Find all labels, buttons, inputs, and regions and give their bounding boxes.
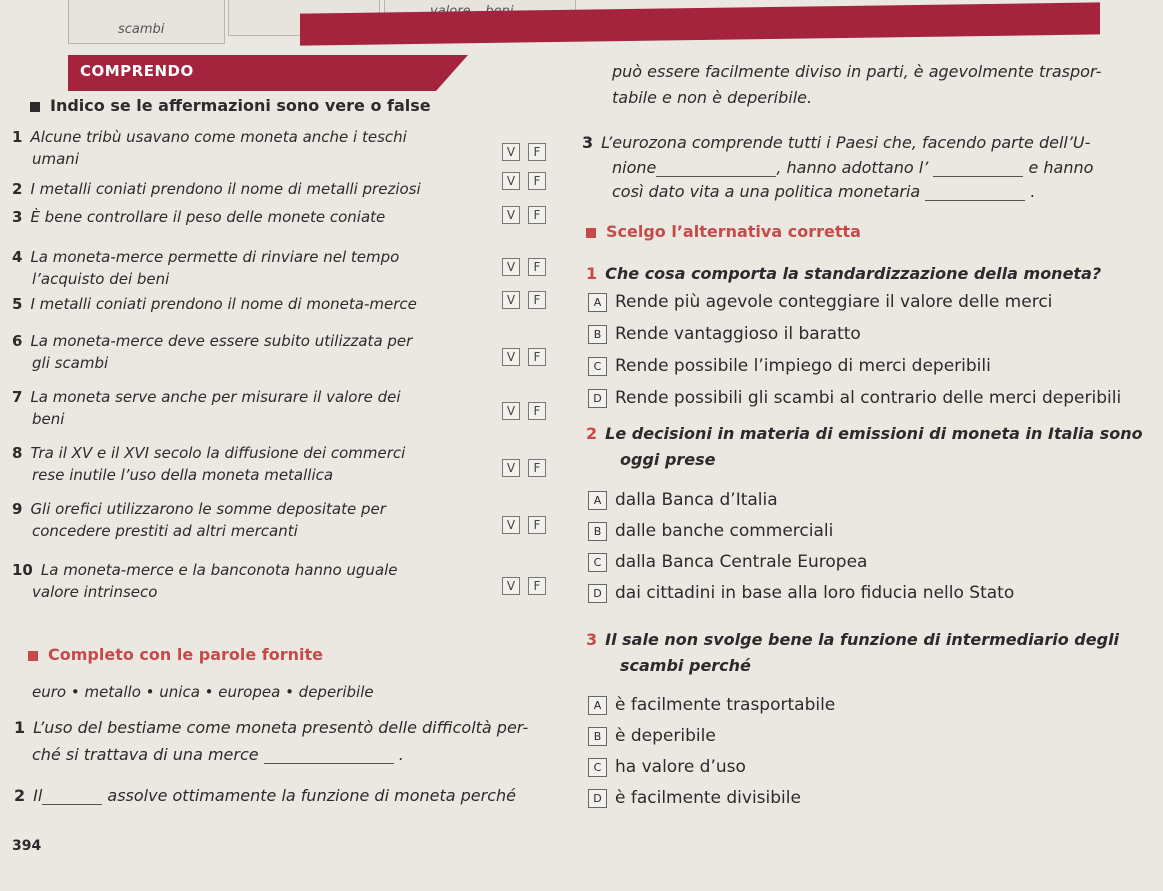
- option-text: è facilmente divisibile: [615, 788, 801, 808]
- true-false-checkboxes: [502, 206, 546, 224]
- word-bank: euro • metallo • unica • europea • deperibile: [32, 683, 374, 701]
- choice-option-2-d[interactable]: [588, 583, 1014, 603]
- table-cell-scambi: scambi: [118, 22, 165, 37]
- option-text: Rende vantaggioso il baratto: [615, 324, 861, 344]
- choice-question-2-line2: oggi prese: [620, 450, 716, 469]
- true-checkbox[interactable]: V: [502, 402, 520, 420]
- vf-item-7-line1: 7 La moneta serve anche per misurare il valore dei: [12, 388, 401, 406]
- vf-item-1-line2: umani: [32, 150, 79, 168]
- option-text: ha valore d’uso: [615, 757, 746, 777]
- choice-question-3-line2: scambi perché: [620, 656, 751, 675]
- choice-option-1-d[interactable]: [588, 388, 1121, 408]
- option-letter-box: D: [588, 389, 607, 408]
- false-checkbox[interactable]: F: [528, 577, 546, 595]
- choice-option-3-b[interactable]: [588, 726, 716, 746]
- option-text: dalle banche commerciali: [615, 521, 834, 541]
- choice-option-1-c[interactable]: [588, 356, 991, 376]
- page-number: 394: [12, 838, 42, 854]
- option-text: dai cittadini in base alla loro fiducia nello Stato: [615, 583, 1015, 603]
- option-text: Rende possibile l’impiego di merci deperibili: [615, 356, 991, 376]
- choice-option-2-c[interactable]: [588, 552, 867, 572]
- true-false-checkboxes: [502, 348, 546, 366]
- false-checkbox[interactable]: F: [528, 459, 546, 477]
- section-label: COMPRENDO: [80, 62, 194, 80]
- choice-question-2-line1: 2 Le decisioni in materia di emissioni di moneta in Italia sono: [586, 424, 1143, 443]
- true-checkbox[interactable]: V: [502, 516, 520, 534]
- vf-item-5-line1: 5 I metalli coniati prendono il nome di moneta-merce: [12, 295, 417, 313]
- complete-item-1-line2: ché si trattava di una merce .: [32, 745, 404, 764]
- option-letter-box: C: [588, 758, 607, 777]
- vf-item-8-line2: rese inutile l’uso della moneta metallica: [32, 466, 334, 484]
- option-letter-box: B: [588, 325, 607, 344]
- choice-option-1-a[interactable]: [588, 292, 1052, 312]
- false-checkbox[interactable]: F: [528, 172, 546, 190]
- vf-item-3-line1: 3 È bene controllare il peso delle monete coniate: [12, 208, 386, 226]
- blank-field[interactable]: [925, 200, 1025, 201]
- true-false-checkboxes: [502, 516, 546, 534]
- choice-option-2-a[interactable]: [588, 490, 778, 510]
- false-checkbox[interactable]: F: [528, 258, 546, 276]
- true-checkbox[interactable]: V: [502, 143, 520, 161]
- square-bullet-icon: [586, 228, 596, 238]
- option-letter-box: A: [588, 696, 607, 715]
- option-letter-box: D: [588, 789, 607, 808]
- true-false-checkboxes: [502, 577, 546, 595]
- choice-option-3-d[interactable]: [588, 788, 801, 808]
- true-checkbox[interactable]: V: [502, 206, 520, 224]
- vf-item-8-line1: 8 Tra il XV e il XVI secolo la diffusione dei commerci: [12, 444, 406, 462]
- vf-item-1-line1: 1 Alcune tribù usavano come moneta anche i teschi: [12, 128, 407, 146]
- right-item-3-line1: 3 L’eurozona comprende tutti i Paesi che, facendo parte dell’U-: [582, 133, 1091, 152]
- vf-item-6-line2: gli scambi: [32, 354, 109, 372]
- true-false-checkboxes: [502, 291, 546, 309]
- vf-item-2-line1: 2 I metalli coniati prendono il nome di metalli preziosi: [12, 180, 421, 198]
- true-checkbox[interactable]: V: [502, 348, 520, 366]
- true-false-checkboxes: [502, 143, 546, 161]
- vf-heading: Indico se le affermazioni sono vere o false: [30, 96, 431, 115]
- option-letter-box: D: [588, 584, 607, 603]
- true-checkbox[interactable]: V: [502, 577, 520, 595]
- choice-option-3-c[interactable]: [588, 757, 746, 777]
- vf-item-10-line2: valore intrinseco: [32, 583, 158, 601]
- vf-item-7-line2: beni: [32, 410, 65, 428]
- choice-option-2-b[interactable]: [588, 521, 833, 541]
- vf-item-9-line1: 9 Gli orefici utilizzarono le somme depositate per: [12, 500, 386, 518]
- option-text: è facilmente trasportabile: [615, 695, 836, 715]
- choice-question-1-line1: 1 Che cosa comporta la standardizzazione della moneta?: [586, 264, 1102, 283]
- choice-question-3-line1: 3 Il sale non svolge bene la funzione di intermediario degli: [586, 630, 1120, 649]
- true-false-checkboxes: [502, 258, 546, 276]
- option-letter-box: B: [588, 522, 607, 541]
- false-checkbox[interactable]: F: [528, 516, 546, 534]
- blank-field[interactable]: [933, 176, 1023, 177]
- true-checkbox[interactable]: V: [502, 459, 520, 477]
- choice-option-3-a[interactable]: [588, 695, 835, 715]
- right-line-1: può essere facilmente diviso in parti, è agevolmente traspor-: [612, 62, 1102, 81]
- true-checkbox[interactable]: V: [502, 258, 520, 276]
- true-false-checkboxes: [502, 172, 546, 190]
- vf-item-6-line1: 6 La moneta-merce deve essere subito utilizzata per: [12, 332, 413, 350]
- option-text: dalla Banca Centrale Europea: [615, 552, 868, 572]
- complete-item-2: 2 Il assolve ottimamente la funzione di moneta perché: [14, 786, 516, 805]
- option-letter-box: B: [588, 727, 607, 746]
- false-checkbox[interactable]: F: [528, 206, 546, 224]
- true-checkbox[interactable]: V: [502, 172, 520, 190]
- true-false-checkboxes: [502, 402, 546, 420]
- false-checkbox[interactable]: F: [528, 143, 546, 161]
- square-bullet-icon: [30, 102, 40, 112]
- option-text: Rende possibili gli scambi al contrario delle merci deperibili: [615, 388, 1122, 408]
- true-checkbox[interactable]: V: [502, 291, 520, 309]
- choice-heading: Scelgo l’alternativa corretta: [586, 222, 861, 241]
- false-checkbox[interactable]: F: [528, 348, 546, 366]
- false-checkbox[interactable]: F: [528, 291, 546, 309]
- option-text: dalla Banca d’Italia: [615, 490, 778, 510]
- square-bullet-icon: [28, 651, 38, 661]
- vf-item-4-line2: l’acquisto dei beni: [32, 270, 170, 288]
- option-letter-box: A: [588, 293, 607, 312]
- complete-heading: Completo con le parole fornite: [28, 645, 323, 664]
- right-line-2: tabile e non è deperibile.: [612, 88, 813, 107]
- vf-item-4-line1: 4 La moneta-merce permette di rinviare nel tempo: [12, 248, 400, 266]
- choice-option-1-b[interactable]: [588, 324, 861, 344]
- right-item-3-line2: nione , hanno adottano l’ e hanno: [612, 158, 1094, 177]
- blank-field[interactable]: [264, 763, 394, 764]
- vf-item-9-line2: concedere prestiti ad altri mercanti: [32, 522, 298, 540]
- complete-item-1-line1: 1 L’uso del bestiame come moneta presentò delle difficoltà per-: [14, 718, 529, 737]
- vf-item-10-line1: 10 La moneta-merce e la banconota hanno uguale: [12, 561, 398, 579]
- blank-field[interactable]: [656, 176, 776, 177]
- option-text: Rende più agevole conteggiare il valore delle merci: [615, 292, 1053, 312]
- option-text: è deperibile: [615, 726, 716, 746]
- right-item-3-line3: così dato vita a una politica monetaria .: [612, 182, 1036, 201]
- false-checkbox[interactable]: F: [528, 402, 546, 420]
- option-letter-box: A: [588, 491, 607, 510]
- option-letter-box: C: [588, 553, 607, 572]
- option-letter-box: C: [588, 357, 607, 376]
- true-false-checkboxes: [502, 459, 546, 477]
- blank-field[interactable]: [42, 804, 102, 805]
